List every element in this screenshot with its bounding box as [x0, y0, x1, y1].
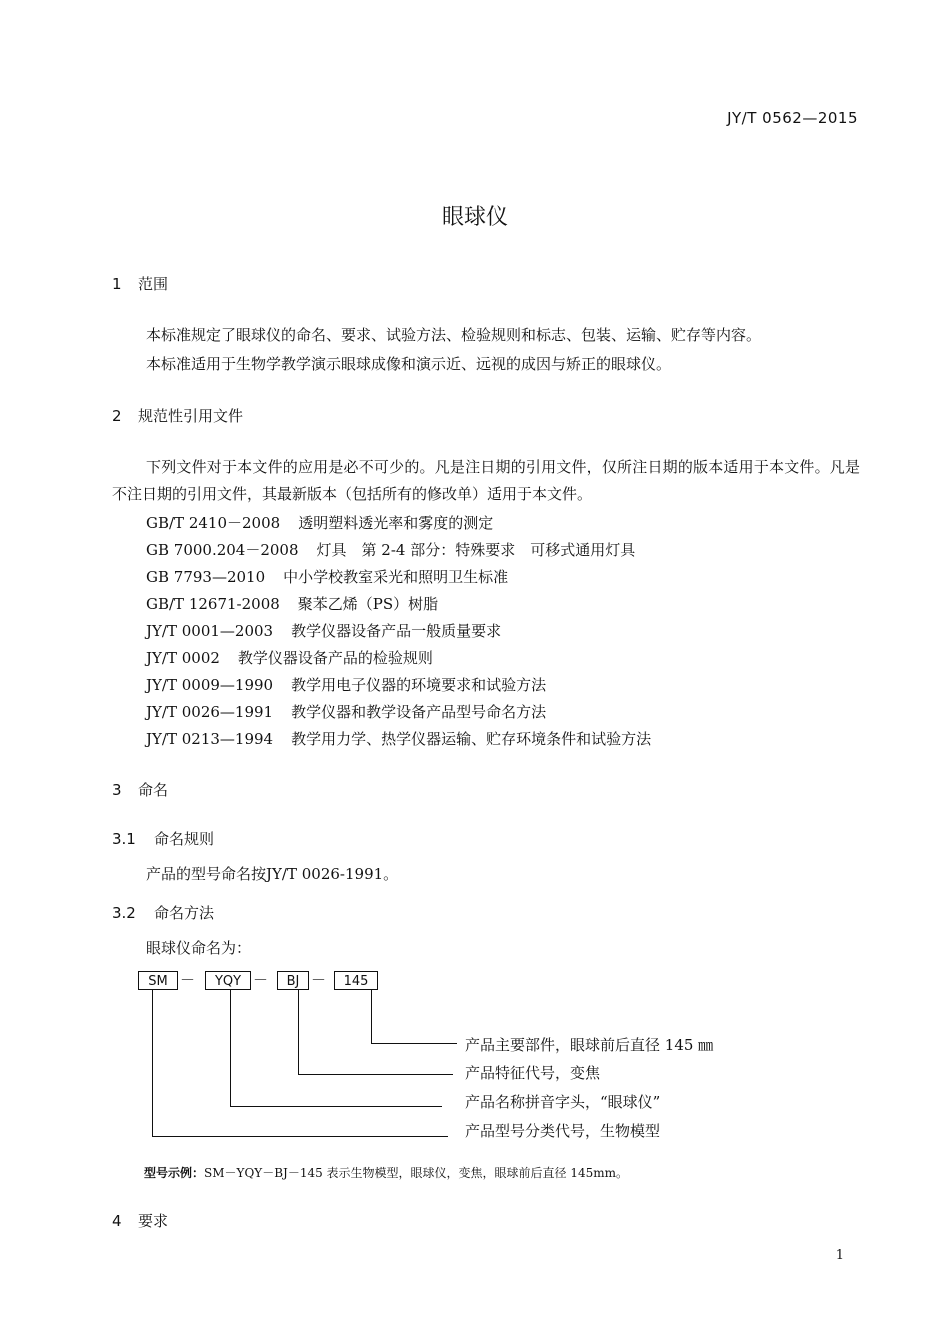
code-description-feature: 产品特征代号，变焦	[465, 1064, 601, 1082]
section-title: 命名规则	[154, 830, 215, 848]
connector-line	[230, 990, 231, 1106]
section-number: 3.2	[112, 904, 136, 922]
code-description-main-parameter: 产品主要部件，眼球前后直径 145 ㎜	[465, 1036, 714, 1054]
code-description-classification: 产品型号分类代号，生物模型	[465, 1122, 661, 1140]
reference-item	[146, 566, 508, 587]
page-number: 1	[835, 1248, 844, 1263]
reference-code: JY/T 0001—2003	[146, 622, 274, 640]
reference-title: 聚苯乙烯（PS）树脂	[297, 595, 439, 613]
reference-item	[146, 593, 438, 614]
standard-code: JY/T 0562—2015	[727, 109, 858, 127]
section-2-heading	[112, 405, 243, 426]
scope-paragraph-1: 本标准规定了眼球仪的命名、要求、试验方法、检验规则和标志、包装、运输、贮存等内容。	[146, 326, 762, 344]
connector-line	[371, 990, 372, 1043]
section-title: 命名方法	[154, 904, 215, 922]
reference-title: 教学用电子仪器的环境要求和试验方法	[291, 676, 547, 694]
reference-item	[146, 512, 493, 533]
reference-code: JY/T 0026—1991	[146, 703, 274, 721]
connector-line	[230, 1106, 442, 1107]
reference-code: GB/T 2410－2008	[146, 514, 281, 532]
reference-code: GB/T 12671-2008	[146, 595, 280, 613]
section-3-2-heading	[112, 902, 214, 923]
reference-title: 透明塑料透光率和雾度的测定	[298, 514, 494, 532]
code-separator: －	[311, 971, 327, 989]
reference-code: GB 7000.204－2008	[146, 541, 299, 559]
reference-item	[146, 728, 651, 749]
code-box-classification: SM	[138, 971, 178, 990]
section-title: 规范性引用文件	[138, 407, 244, 425]
connector-line	[152, 1136, 448, 1137]
section-4-heading	[112, 1210, 168, 1231]
example-text: SM－YQY－BJ－145 表示生物模型，眼球仪，变焦，眼球前后直径 145mm。	[204, 1166, 629, 1180]
reference-title: 灯具 第 2-4 部分：特殊要求 可移式通用灯具	[316, 541, 636, 559]
model-example	[144, 1164, 628, 1181]
section-number: 1	[112, 275, 122, 293]
scope-paragraph-2: 本标准适用于生物学教学演示眼球成像和演示近、远视的成因与矫正的眼球仪。	[146, 355, 672, 373]
section-title: 命名	[138, 781, 169, 799]
section-title: 范围	[138, 275, 169, 293]
code-separator: －	[253, 971, 269, 989]
section-3-heading	[112, 779, 168, 800]
example-label: 型号示例：	[144, 1166, 205, 1180]
reference-item	[146, 701, 546, 722]
section-1-heading	[112, 273, 168, 294]
reference-title: 教学仪器和教学设备产品型号命名方法	[291, 703, 547, 721]
naming-rule-text: 产品的型号命名按JY/T 0026-1991。	[146, 865, 399, 883]
naming-method-intro: 眼球仪命名为：	[146, 939, 252, 957]
reference-code: JY/T 0002	[146, 649, 220, 667]
reference-item	[146, 620, 501, 641]
section-number: 4	[112, 1212, 122, 1230]
reference-code: JY/T 0009—1990	[146, 676, 274, 694]
section-number: 3	[112, 781, 122, 799]
section-number: 2	[112, 407, 122, 425]
connector-line	[298, 990, 299, 1074]
connector-line	[152, 990, 153, 1136]
section-title: 要求	[138, 1212, 169, 1230]
reference-title: 中小学校教室采光和照明卫生标准	[283, 568, 509, 586]
code-box-feature: BJ	[277, 971, 309, 990]
reference-item	[146, 539, 635, 560]
code-description-product-name: 产品名称拼音字头，“眼球仪”	[465, 1093, 661, 1111]
reference-title: 教学仪器设备产品的检验规则	[237, 649, 433, 667]
reference-title: 教学用力学、热学仪器运输、贮存环境条件和试验方法	[291, 730, 652, 748]
reference-item	[146, 647, 433, 668]
connector-line	[371, 1043, 457, 1044]
code-separator: －	[180, 971, 196, 989]
reference-code: JY/T 0213—1994	[146, 730, 274, 748]
reference-title: 教学仪器设备产品一般质量要求	[291, 622, 502, 640]
normative-intro-paragraph: 下列文件对于本文件的应用是必不可少的。凡是注日期的引用文件，仅所注日期的版本适用于本文件。凡是不注日期的引用文件，其最新版本（包括所有的修改单）适用于本文件。	[112, 458, 860, 503]
section-3-1-heading	[112, 828, 214, 849]
code-box-product-name: YQY	[205, 971, 251, 990]
code-box-main-parameter: 145	[334, 971, 378, 990]
document-title: 眼球仪	[441, 205, 508, 230]
reference-code: GB 7793—2010	[146, 568, 266, 586]
section-number: 3.1	[112, 830, 136, 848]
connector-line	[298, 1074, 453, 1075]
reference-item	[146, 674, 546, 695]
